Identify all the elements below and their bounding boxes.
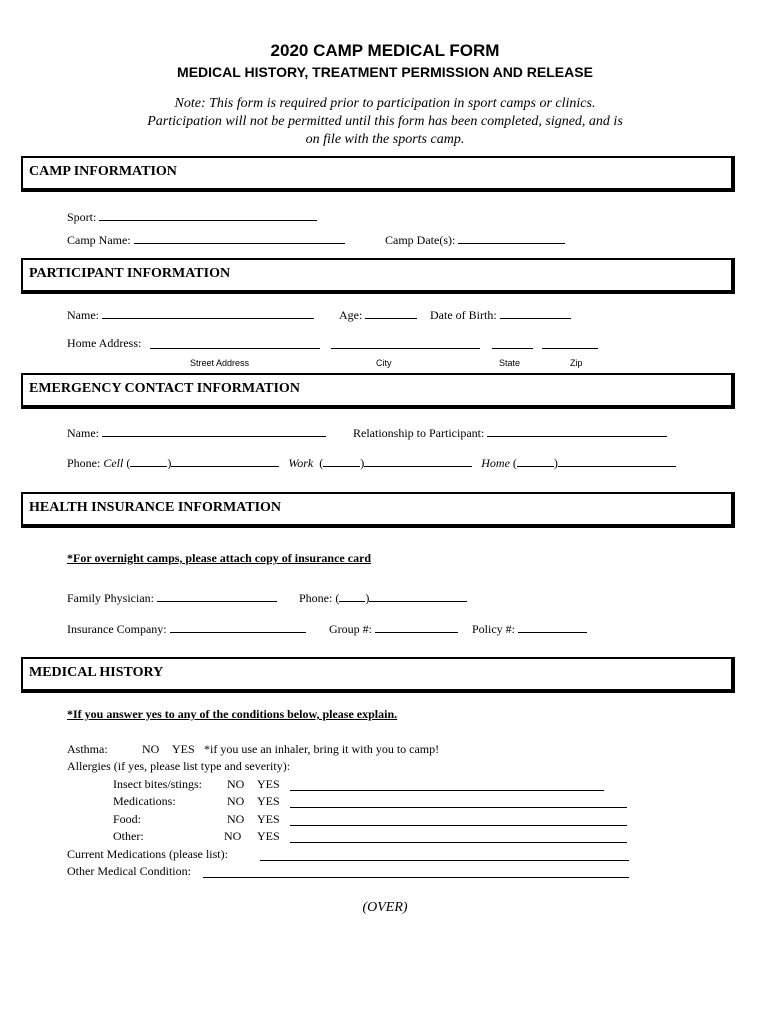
- age-field[interactable]: [339, 306, 417, 323]
- emergency-name-input[interactable]: [102, 424, 326, 437]
- camp-dates-label: Camp Date(s):: [385, 233, 456, 247]
- age-input[interactable]: [365, 306, 417, 319]
- relationship-input[interactable]: [487, 424, 667, 437]
- medical-history-heading: MEDICAL HISTORY: [29, 665, 164, 680]
- insect-no-option[interactable]: NO: [227, 777, 245, 791]
- camp-dates-input[interactable]: [458, 231, 565, 244]
- medical-history-header: [21, 657, 735, 693]
- insect-input[interactable]: [290, 790, 604, 791]
- camp-info-heading: CAMP INFORMATION: [29, 164, 177, 179]
- policy-input[interactable]: [518, 620, 587, 633]
- home-label: Home: [481, 456, 510, 470]
- policy-label: Policy #:: [472, 622, 516, 636]
- phone-label: Phone:: [67, 456, 101, 470]
- food-input[interactable]: [290, 825, 627, 826]
- physician-area-input[interactable]: [339, 589, 365, 602]
- food-no-option[interactable]: NO: [227, 812, 245, 826]
- allergies-label: Allergies (if yes, please list type and severity):: [67, 759, 291, 773]
- sport-input[interactable]: [99, 208, 317, 221]
- participant-name-field[interactable]: [67, 306, 314, 323]
- home-area-input[interactable]: [517, 454, 554, 467]
- group-label: Group #:: [329, 622, 372, 636]
- zip-input[interactable]: [542, 348, 598, 349]
- medications-label: Medications:: [113, 794, 176, 808]
- medications-yes-option[interactable]: YES: [257, 794, 280, 808]
- other-condition-label: Other Medical Condition:: [67, 864, 191, 878]
- other-yes-option[interactable]: YES: [257, 829, 280, 843]
- relationship-label: Relationship to Participant:: [353, 426, 485, 440]
- dob-field[interactable]: [430, 306, 571, 323]
- overnight-note: *For overnight camps, please attach copy of insurance card: [67, 551, 372, 565]
- emergency-info-heading: EMERGENCY CONTACT INFORMATION: [29, 381, 300, 396]
- street-caption: Street Address: [190, 358, 250, 368]
- city-input[interactable]: [331, 348, 480, 349]
- insurance-info-header: [21, 492, 735, 528]
- physician-label: Family Physician:: [67, 591, 154, 605]
- state-caption: State: [499, 358, 521, 368]
- cell-area-input[interactable]: [130, 454, 167, 467]
- other-no-option[interactable]: NO: [224, 829, 242, 843]
- dob-input[interactable]: [500, 306, 571, 319]
- form-title: 2020 CAMP MEDICAL FORM: [270, 41, 500, 60]
- policy-field[interactable]: [472, 620, 587, 637]
- participant-info-header: [21, 258, 735, 294]
- other-label: Other:: [113, 829, 144, 843]
- over-label: (OVER): [362, 900, 408, 915]
- physician-field[interactable]: [67, 589, 277, 606]
- relationship-field[interactable]: [353, 424, 667, 441]
- dob-label: Date of Birth:: [430, 308, 497, 322]
- current-meds-label: Current Medications (please list):: [67, 847, 228, 861]
- current-meds-input[interactable]: [260, 860, 629, 861]
- emergency-phone-row: Phone: Cell ( ) Work ( ) Home ( ): [67, 454, 676, 471]
- note-line-2: Participation will not be permitted until this form has been completed, signed, and is: [147, 114, 623, 129]
- zip-caption: Zip: [570, 358, 583, 368]
- explain-note: *If you answer yes to any of the conditions below, please explain.: [67, 707, 398, 721]
- group-field[interactable]: [329, 620, 458, 637]
- street-input[interactable]: [150, 348, 320, 349]
- city-caption: City: [376, 358, 392, 368]
- camp-dates-field[interactable]: [385, 231, 565, 248]
- insect-label: Insect bites/stings:: [113, 777, 202, 791]
- age-label: Age:: [339, 308, 363, 322]
- emergency-info-header: [21, 373, 735, 409]
- work-area-input[interactable]: [323, 454, 360, 467]
- sport-field[interactable]: [67, 208, 317, 225]
- camp-name-label: Camp Name:: [67, 233, 131, 247]
- group-input[interactable]: [375, 620, 458, 633]
- participant-name-input[interactable]: [102, 306, 314, 319]
- insurance-company-field[interactable]: [67, 620, 306, 637]
- inhaler-note: *if you use an inhaler, bring it with you to camp!: [204, 742, 440, 756]
- home-address-field[interactable]: [67, 336, 141, 351]
- work-label: Work: [288, 456, 314, 470]
- insect-yes-option[interactable]: YES: [257, 777, 280, 791]
- other-input[interactable]: [290, 842, 627, 843]
- food-yes-option[interactable]: YES: [257, 812, 280, 826]
- other-condition-input[interactable]: [203, 877, 629, 878]
- asthma-label: Asthma:: [67, 742, 108, 756]
- participant-info-heading: PARTICIPANT INFORMATION: [29, 266, 231, 281]
- insurance-company-input[interactable]: [170, 620, 306, 633]
- camp-name-input[interactable]: [134, 231, 345, 244]
- physician-number-input[interactable]: [369, 589, 467, 602]
- physician-input[interactable]: [157, 589, 277, 602]
- medications-input[interactable]: [290, 807, 627, 808]
- asthma-no-option[interactable]: NO: [142, 742, 160, 756]
- sport-label: Sport:: [67, 210, 97, 224]
- participant-name-label: Name:: [67, 308, 99, 322]
- cell-number-input[interactable]: [171, 454, 279, 467]
- physician-phone-field[interactable]: Phone: ( ): [299, 589, 467, 606]
- medications-no-option[interactable]: NO: [227, 794, 245, 808]
- camp-info-header: [21, 156, 735, 192]
- cell-label: Cell: [103, 456, 124, 470]
- insurance-info-heading: HEALTH INSURANCE INFORMATION: [29, 500, 282, 515]
- note-line-1: Note: This form is required prior to participation in sport camps or clinics.: [174, 96, 596, 111]
- state-input[interactable]: [492, 348, 533, 349]
- form-subtitle: MEDICAL HISTORY, TREATMENT PERMISSION AND RELEASE: [177, 64, 593, 80]
- emergency-name-field[interactable]: [67, 424, 326, 441]
- insurance-company-label: Insurance Company:: [67, 622, 167, 636]
- note-line-3: on file with the sports camp.: [305, 132, 465, 147]
- home-number-input[interactable]: [558, 454, 676, 467]
- food-label: Food:: [113, 812, 142, 826]
- emergency-name-label: Name:: [67, 426, 99, 440]
- asthma-yes-option[interactable]: YES: [172, 742, 195, 756]
- physician-phone-label: Phone:: [299, 591, 333, 605]
- home-address-label: Home Address:: [67, 336, 142, 350]
- work-number-input[interactable]: [364, 454, 472, 467]
- camp-name-field[interactable]: [67, 231, 345, 248]
